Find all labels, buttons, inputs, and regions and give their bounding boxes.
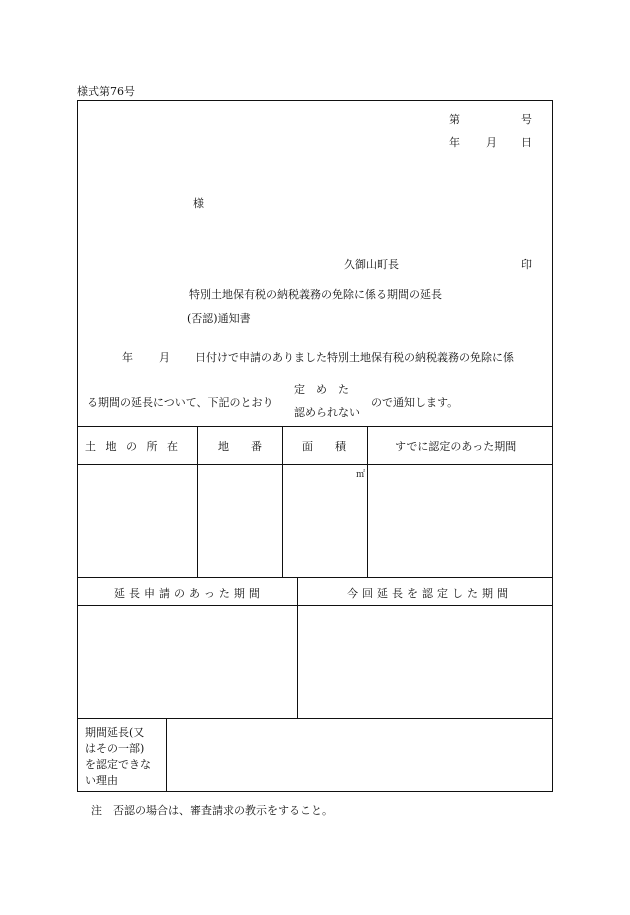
- reason-label-line-3: を認定できな: [85, 758, 151, 771]
- reason-top-rule: [77, 718, 553, 719]
- header-land-location: 土 地 の 所 在: [85, 440, 181, 453]
- reason-label-line-2: はその一部): [85, 742, 145, 755]
- reason-label-line-4: い理由: [85, 774, 118, 787]
- body-line-2-end: ので通知します。: [371, 396, 459, 409]
- date-month: 月: [486, 136, 497, 149]
- addressee-suffix: 様: [193, 197, 204, 210]
- doc-no-label: 第: [449, 113, 460, 126]
- header-extension-certified: 今回延長を認定した期間: [347, 587, 512, 600]
- title-line-2: (否認)通知書: [187, 312, 251, 325]
- form-number: 様式第76号: [77, 85, 135, 98]
- table2-top-rule: [77, 577, 553, 578]
- choice-lower: 認められない: [294, 406, 360, 419]
- title-line-1: 特別土地保有税の納税義務の免除に係る期間の延長: [189, 288, 442, 301]
- date-year: 年: [449, 136, 460, 149]
- table1-col-divider-1: [197, 426, 198, 577]
- doc-no-suffix: 号: [521, 113, 532, 126]
- table1-col-divider-2: [282, 426, 283, 577]
- table2-header-rule: [77, 605, 553, 606]
- table1-top-rule: [77, 426, 553, 427]
- footnote: 注 否認の場合は、審査請求の教示をすること。: [91, 804, 333, 817]
- table1-col-divider-3: [367, 426, 368, 577]
- area-unit: ㎡: [356, 470, 366, 480]
- table1-header-rule: [77, 464, 553, 465]
- issuer-name: 久御山町長: [344, 258, 399, 271]
- reason-label: [85, 725, 151, 789]
- body-month: 月: [159, 351, 170, 364]
- date-day: 日: [521, 136, 532, 149]
- header-lot-number: 地 番: [218, 440, 262, 453]
- table2-col-divider: [297, 577, 298, 718]
- body-line-2: る期間の延長について、下記のとおり: [87, 396, 274, 409]
- reason-label-line-1: 期間延長(又: [85, 726, 145, 739]
- header-certified-period: すでに認定のあった期間: [395, 440, 517, 453]
- seal-mark: 印: [521, 258, 532, 271]
- body-line-1: 日付けで申請のありました特別土地保有税の納税義務の免除に係: [195, 351, 514, 364]
- reason-col-divider: [166, 718, 167, 792]
- body-year: 年: [122, 351, 133, 364]
- header-extension-requested: 延長申請のあった期間: [114, 587, 264, 600]
- header-area: 面 積: [302, 440, 346, 453]
- choice-upper: 定 め た: [294, 383, 349, 396]
